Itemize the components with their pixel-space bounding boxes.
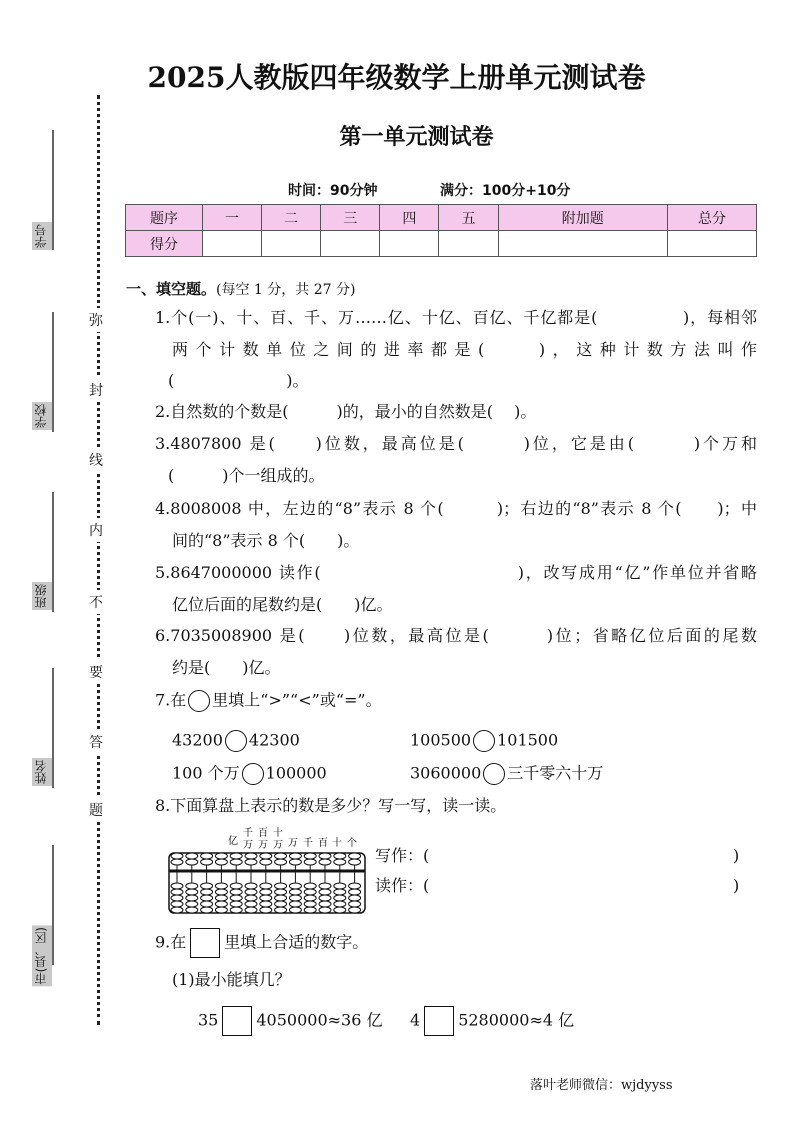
question-3-line-2: ( )个一组成的。 [168,466,325,485]
abacus-bead [230,889,242,895]
abacus-bead [260,895,272,901]
abacus-bead [245,883,257,889]
seal-char: 封 [89,378,103,402]
score-cell[interactable] [321,231,380,257]
seal-char: 不 [89,590,103,614]
abacus-place-label: 十 [332,838,342,849]
abacus-bead [171,889,183,895]
score-header: 题序 [126,205,203,231]
abacus-bead [201,883,213,889]
abacus-bead [230,895,242,901]
abacus-bead [334,901,346,907]
abacus-bead [334,889,346,895]
abacus-bead [349,883,361,889]
abacus-bead [275,883,287,889]
abacus-bead [304,901,316,907]
compare-left: 100500 [410,730,472,750]
abacus-bead [245,907,257,913]
score-header: 五 [439,205,498,231]
abacus-place-label: 十 [273,828,283,839]
abacus-bead [215,901,227,907]
question-4-line-1: 4.8008008 中，左边的“8”表示 8 个( )；右边的“8”表示 8 个( )；中 [155,499,757,518]
question-3-line-1: 3.4807800 是( )位数，最高位是( )位，它是由( )个万和 [155,434,757,453]
abacus-bead [215,883,227,889]
school-label: 学校 [32,402,52,430]
class-line [52,492,54,612]
section-heading [126,278,355,299]
abacus-bead [230,853,242,859]
abacus-bead [334,853,346,859]
digit-box[interactable] [424,1006,454,1036]
abacus-bead [245,859,257,865]
abacus-bead [230,901,242,907]
abacus-bead [349,907,361,913]
abacus-bead [201,853,213,859]
question-9 [155,928,368,958]
student-id-label: 学号 [32,222,52,250]
score-cell[interactable] [668,231,757,257]
write-close-paren: ) [733,846,740,865]
abacus-place-label: 万 [258,840,268,851]
school-line [52,312,54,432]
compare-right: 101500 [497,730,559,750]
compare-circle[interactable] [225,730,247,752]
score-header: 四 [380,205,439,231]
section-note: (每空 1 分，共 27 分) [216,282,356,298]
question-2: 2.自然数的个数是( )的，最小的自然数是( )。 [155,402,537,421]
seal-char: 答 [89,730,103,754]
abacus-place-label: 万 [273,840,283,851]
score-cell[interactable] [380,231,439,257]
question-5-line-2: 亿位后面的尾数约是( )亿。 [172,595,393,614]
abacus-bead [319,853,331,859]
abacus-figure [165,826,370,916]
abacus-bead [260,883,272,889]
digit-box[interactable] [222,1006,252,1036]
compare-right: 100000 [265,763,327,783]
abacus-bead [186,889,198,895]
abacus-bead [334,883,346,889]
compare-item [172,763,327,785]
abacus-bead [171,853,183,859]
score-header: 附加题 [498,205,667,231]
abacus-bead [171,895,183,901]
q7-suffix: 里填上“>”“<”或“=”。 [212,690,382,710]
abacus-bead [319,895,331,901]
read-answer-field[interactable] [440,876,730,896]
abacus-bead [215,907,227,913]
abacus-bead [245,889,257,895]
fill-item [410,1006,574,1036]
circle-icon [188,690,210,712]
abacus-place-label: 千 [303,838,313,849]
abacus-bead [289,895,301,901]
fill-suffix: 5280000≈4 亿 [458,1010,575,1030]
score-table [125,204,757,257]
write-label: 写作：( [375,846,430,865]
abacus-bead [201,901,213,907]
abacus-bead [289,889,301,895]
abacus-place-label: 万 [243,840,253,851]
square-icon [190,928,220,958]
compare-item [172,730,300,752]
read-label: 读作：( [375,876,430,895]
question-6-line-1: 6.7035008900 是( )位数，最高位是( )位；省略亿位后面的尾数 [155,626,757,645]
q7-prefix: 7.在 [155,690,187,710]
question-4-line-2: 间的“8”表示 8 个( )。 [172,531,360,550]
seal-char: 题 [89,798,103,822]
abacus-bead [275,901,287,907]
abacus-bead [349,889,361,895]
abacus-bead [275,907,287,913]
question-8: 8.下面算盘上表示的数是多少？写一写，读一读。 [155,796,507,815]
abacus-bead [304,895,316,901]
district-label: 市(县、区) [32,925,52,986]
abacus-bead [215,859,227,865]
abacus-bead [275,889,287,895]
fill-suffix: 4050000≈36 亿 [256,1010,383,1030]
seal-char: 要 [89,660,103,684]
exam-title: 2025人教版四年级数学上册单元测试卷 [147,61,646,94]
footer-contact: 落叶老师微信：wjdyyss [530,1078,673,1093]
abacus-bead [230,883,242,889]
abacus-bead [201,889,213,895]
abacus-bead [260,901,272,907]
abacus-bead [245,901,257,907]
q9-prefix: 9.在 [155,932,187,952]
abacus-place-label: 千 [243,828,253,839]
class-label: 班级 [32,582,52,610]
abacus-bead [230,907,242,913]
abacus-place-label: 百 [318,838,328,849]
abacus-bead [186,883,198,889]
abacus-bead [275,853,287,859]
abacus-bead [289,853,301,859]
student-id-line [52,130,54,250]
abacus-bead [334,859,346,865]
abacus-bead [186,859,198,865]
abacus-bead [304,853,316,859]
abacus-bead [319,859,331,865]
abacus-bead [215,889,227,895]
compare-circle[interactable] [242,763,264,785]
compare-left: 43200 [172,730,223,750]
abacus-bead [304,883,316,889]
exam-time: 时间：90分钟 [288,183,378,199]
full-score: 满分：100分+10分 [440,183,571,199]
question-1-line-3: ( )。 [168,371,309,390]
abacus-bead [186,901,198,907]
abacus-bead [319,907,331,913]
abacus-bead [349,853,361,859]
abacus-bead [186,907,198,913]
score-cell[interactable] [439,231,498,257]
compare-right: 42300 [248,730,300,750]
score-header: 二 [262,205,321,231]
abacus-bead [260,907,272,913]
section-title: 一、填空题。 [126,280,217,298]
name-line [52,668,54,788]
abacus-place-label: 亿 [228,836,238,847]
district-line [52,845,54,965]
compare-item [410,763,603,785]
compare-item [410,730,558,752]
abacus-bead [260,859,272,865]
name-label: 姓名 [32,758,52,786]
abacus-bead [304,889,316,895]
score-cell[interactable] [203,231,262,257]
abacus-bead [275,859,287,865]
abacus-bead [171,901,183,907]
question-7 [155,690,382,712]
fill-prefix: 35 [198,1010,219,1030]
seal-char: 内 [89,518,103,542]
compare-circle[interactable] [473,730,495,752]
abacus-bead [260,853,272,859]
abacus-bead [260,889,272,895]
question-1-line-2: 两个计数单位之间的进率都是( )，这种计数方法叫作 [172,340,757,359]
seal-char: 弥 [89,308,103,332]
score-row-label: 得分 [126,231,203,257]
compare-right: 三千零六十万 [507,763,604,783]
abacus-bead [201,907,213,913]
abacus-place-label: 百 [258,828,268,839]
abacus-bead [334,907,346,913]
abacus-bead [349,901,361,907]
score-header: 三 [321,205,380,231]
abacus-bead [289,859,301,865]
read-close-paren: ) [733,876,740,895]
abacus-bead [304,859,316,865]
abacus-bead [201,859,213,865]
abacus-bead [230,859,242,865]
fill-prefix: 4 [410,1010,421,1030]
abacus-bead [289,907,301,913]
seal-char: 线 [89,448,103,472]
abacus-bead [171,859,183,865]
question-9-part-1: (1)最小能填几？ [172,970,291,989]
abacus-bead [186,853,198,859]
abacus-bead [334,895,346,901]
question-1-line-1: 1.个(一)、十、百、千、万……亿、十亿、百亿、千亿都是( )，每相邻 [155,308,757,327]
score-cell[interactable] [262,231,321,257]
abacus-place-label: 个 [347,838,357,849]
abacus-bead [319,883,331,889]
abacus-place-label: 万 [288,838,298,849]
abacus-bead [275,895,287,901]
seal-dotted-line [97,95,100,1025]
abacus-bead [349,859,361,865]
abacus-bead [319,901,331,907]
unit-subtitle: 第一单元测试卷 [339,124,494,150]
abacus-bead [171,907,183,913]
write-answer-field[interactable] [440,846,730,866]
compare-left: 3060000 [410,763,482,783]
abacus-bead [171,883,183,889]
score-header: 一 [203,205,262,231]
abacus-bead [289,883,301,889]
abacus-bead [319,889,331,895]
abacus-bead [349,895,361,901]
fill-item [198,1006,382,1036]
abacus-bead [245,895,257,901]
abacus-bead [245,853,257,859]
abacus-bead [304,907,316,913]
abacus-bead [201,895,213,901]
compare-circle[interactable] [483,763,505,785]
question-5-line-1: 5.8647000000 读作( )，改写成用“亿”作单位并省略 [155,563,757,582]
abacus-bead [215,895,227,901]
abacus-bead [215,853,227,859]
question-6-line-2: 约是( )亿。 [172,658,281,677]
score-cell[interactable] [498,231,667,257]
score-header: 总分 [668,205,757,231]
abacus-bead [289,901,301,907]
q9-suffix: 里填上合适的数字。 [224,932,369,952]
abacus-bead [186,895,198,901]
compare-left: 100 个万 [172,763,240,783]
